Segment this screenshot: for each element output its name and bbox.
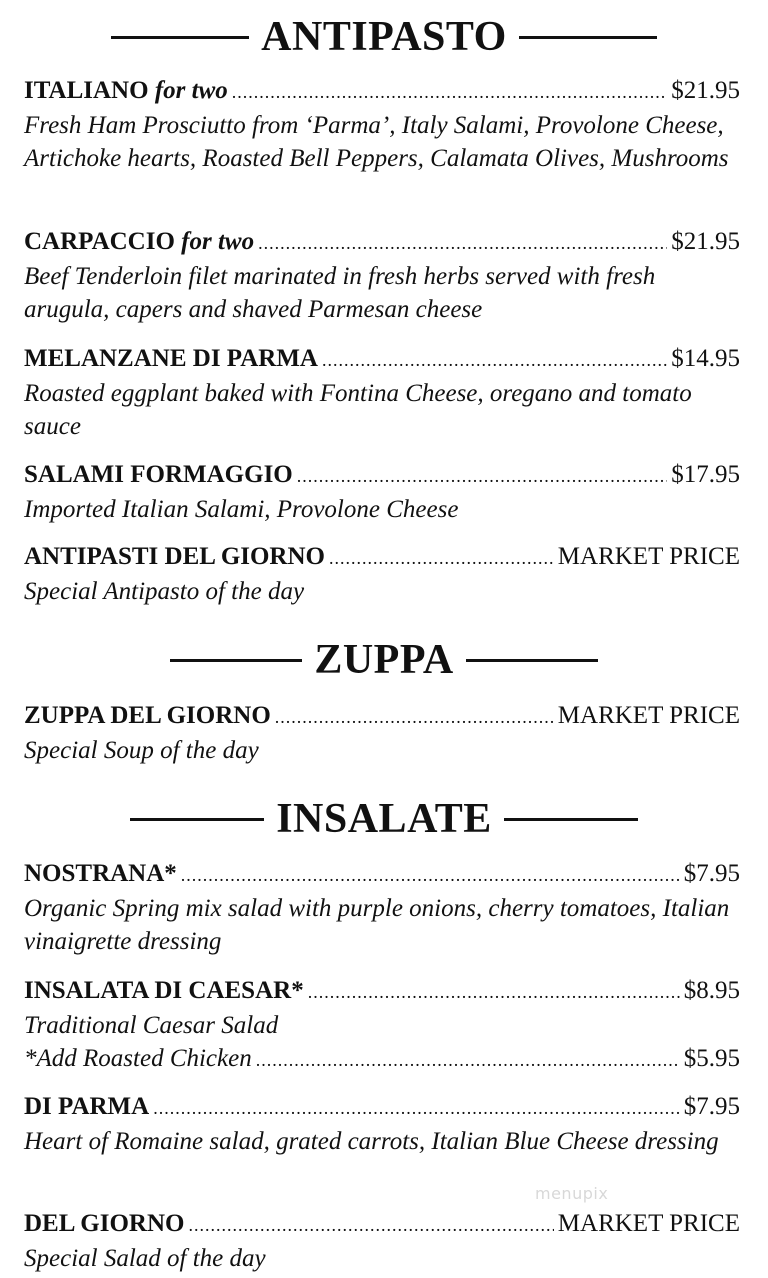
section-title-insalate: [0, 796, 768, 842]
item-price: $7.95: [683, 1093, 740, 1120]
menu-item-insalata-di-caesar: [24, 974, 740, 1077]
item-line: [24, 857, 740, 892]
item-description: Special Soup of the day: [24, 737, 259, 764]
section-title-zuppa: [0, 637, 768, 683]
item-line: [24, 974, 740, 1009]
title-rule-right: [519, 36, 657, 39]
menu-item-di-parma: [24, 1090, 740, 1158]
title-rule-left: [130, 818, 264, 821]
menu-item-del-giorno: [24, 1207, 740, 1275]
item-name: INSALATA DI CAESAR*: [24, 977, 304, 1004]
item-name: MELANZANE DI PARMA: [24, 345, 318, 372]
item-line: [24, 225, 740, 260]
item-description: Traditional Caesar Salad: [24, 1012, 279, 1039]
item-line: [24, 74, 740, 109]
item-price: MARKET PRICE: [557, 702, 740, 729]
item-name: ITALIANO for two: [24, 77, 228, 104]
item-name: CARPACCIO for two: [24, 228, 255, 255]
addon-label: *Add Roasted Chicken: [24, 1045, 252, 1072]
item-name: ANTIPASTI DEL GIORNO: [24, 543, 325, 570]
item-name: ZUPPA DEL GIORNO: [24, 702, 271, 729]
item-price: $17.95: [671, 461, 740, 488]
dot-leader: [181, 858, 680, 892]
item-price: $14.95: [671, 345, 740, 372]
item-name: NOSTRANA*: [24, 860, 177, 887]
dot-leader: [232, 75, 668, 109]
item-line: [24, 342, 740, 377]
menu-item-carpaccio: [24, 225, 740, 326]
section-heading: ANTIPASTO: [261, 14, 507, 60]
dot-leader: [188, 1208, 553, 1242]
title-rule-left: [111, 36, 249, 39]
title-rule-right: [466, 659, 598, 662]
title-rule-right: [504, 818, 638, 821]
item-price: $21.95: [671, 77, 740, 104]
item-price: MARKET PRICE: [557, 1210, 740, 1237]
item-line: [24, 1090, 740, 1125]
menu-item-nostrana: [24, 857, 740, 958]
dot-leader: [275, 700, 554, 734]
menu-item-antipasti-del-giorno: [24, 540, 740, 608]
item-price: MARKET PRICE: [557, 543, 740, 570]
section-heading: ZUPPA: [314, 637, 454, 683]
menu-item-italiano: [24, 74, 740, 175]
item-description: Fresh Ham Prosciutto from ‘Parma’, Italy Salami, Provolone Cheese, Artichoke hearts, Roasted Bell Peppers, Calamata Olives, Mushrooms: [24, 112, 729, 172]
item-suffix: for two: [181, 228, 255, 255]
item-suffix: for two: [154, 77, 228, 104]
section-heading: INSALATE: [276, 796, 492, 842]
item-description: Roasted eggplant baked with Fontina Cheese, oregano and tomato sauce: [24, 380, 692, 440]
item-price: $8.95: [683, 977, 740, 1004]
dot-leader: [258, 226, 667, 260]
title-rule-left: [170, 659, 302, 662]
item-price: $7.95: [683, 860, 740, 887]
watermark: menupix: [535, 1184, 609, 1203]
item-line: [24, 540, 740, 575]
item-description: Special Salad of the day: [24, 1245, 266, 1272]
section-title-antipasto: [0, 14, 768, 60]
item-price: $21.95: [671, 228, 740, 255]
menu-item-melanzane: [24, 342, 740, 443]
item-name: SALAMI FORMAGGIO: [24, 461, 293, 488]
item-line: [24, 699, 740, 734]
menu-item-salami-formaggio: [24, 458, 740, 526]
item-description: Beef Tenderloin filet marinated in fresh herbs served with fresh arugula, capers and shaved Parmesan cheese: [24, 263, 656, 323]
item-name: DEL GIORNO: [24, 1210, 185, 1237]
item-line: [24, 458, 740, 493]
dot-leader: [256, 1043, 680, 1077]
item-description: Special Antipasto of the day: [24, 578, 305, 605]
dot-leader: [329, 541, 554, 575]
dot-leader: [153, 1091, 680, 1125]
item-line: [24, 1207, 740, 1242]
item-name: DI PARMA: [24, 1093, 150, 1120]
addon-price: $5.95: [683, 1045, 740, 1072]
item-description: Imported Italian Salami, Provolone Cheese: [24, 496, 459, 523]
item-description: Organic Spring mix salad with purple onions, cherry tomatoes, Italian vinaigrette dressing: [24, 895, 730, 955]
dot-leader: [308, 975, 680, 1009]
menu-item-zuppa-del-giorno: [24, 699, 740, 767]
item-description: Heart of Romaine salad, grated carrots, Italian Blue Cheese dressing: [24, 1128, 719, 1155]
dot-leader: [297, 459, 668, 493]
addon-line: [24, 1042, 740, 1077]
dot-leader: [322, 343, 667, 377]
